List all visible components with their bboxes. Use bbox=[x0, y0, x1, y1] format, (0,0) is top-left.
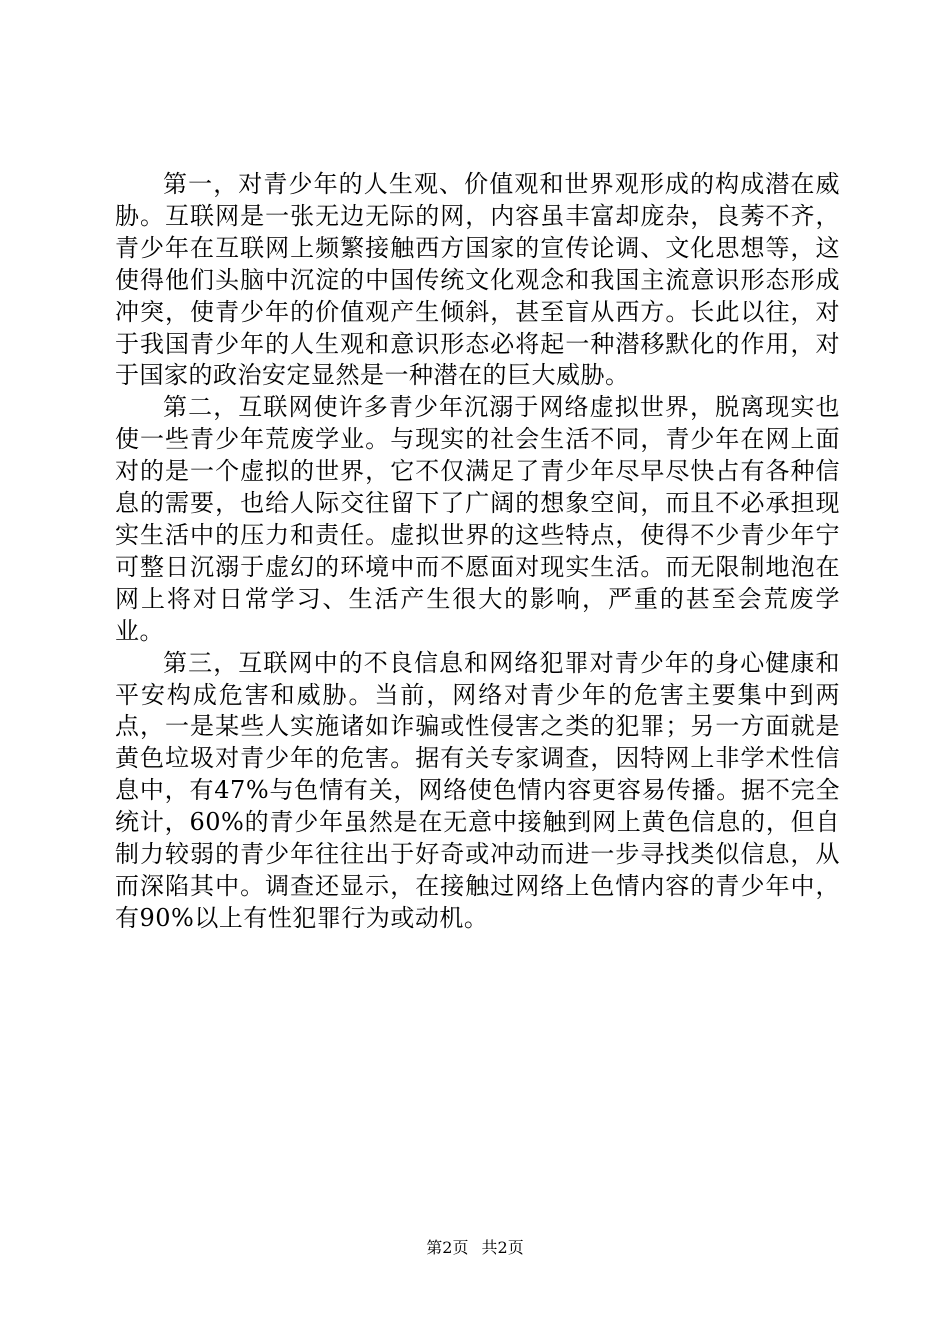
document-body bbox=[115, 169, 840, 935]
page-number: 第2页 bbox=[426, 1238, 469, 1257]
page-total: 共2页 bbox=[481, 1238, 524, 1257]
paragraph-3: 第三，互联网中的不良信息和网络犯罪对青少年的身心健康和平安构成危害和威胁。当前，网络对青少年的危害主要集中到两点，一是某些人实施诸如诈骗或性侵害之类的犯罪；另一方面就是黄色垃圾对青少年的危害。据有关专家调查，因特网上非学术性信息中，有47%与色情有关，网络使色情内容更容易传播。据不完全统计，60%的青少年虽然是在无意中接触到网上黄色信息的，但自制力较弱的青少年往往出于好奇或冲动而进一步寻找类似信息，从而深陷其中。调查还显示，在接触过网络上色情内容的青少年中，有90%以上有性犯罪行为或动机。 bbox=[115, 648, 840, 932]
paragraph-1: 第一，对青少年的人生观、价值观和世界观形成的构成潜在威胁。互联网是一张无边无际的网，内容虽丰富却庞杂，良莠不齐，青少年在互联网上频繁接触西方国家的宣传论调、文化思想等，这使得他们头脑中沉淀的中国传统文化观念和我国主流意识形态形成冲突，使青少年的价值观产生倾斜，甚至盲从西方。长此以往，对于我国青少年的人生观和意识形态必将起一种潜移默化的作用，对于国家的政治安定显然是一种潜在的巨大威胁。 bbox=[115, 170, 840, 390]
page-footer bbox=[0, 1238, 950, 1258]
paragraph-2: 第二，互联网使许多青少年沉溺于网络虚拟世界，脱离现实也使一些青少年荒废学业。与现实的社会生活不同，青少年在网上面对的是一个虚拟的世界，它不仅满足了青少年尽早尽快占有各种信息的需要，也给人际交往留下了广阔的想象空间，而且不必承担现实生活中的压力和责任。虚拟世界的这些特点，使得不少青少年宁可整日沉溺于虚幻的环境中而不愿面对现实生活。而无限制地泡在网上将对日常学习、生活产生很大的影响，严重的甚至会荒废学业。 bbox=[115, 393, 840, 645]
